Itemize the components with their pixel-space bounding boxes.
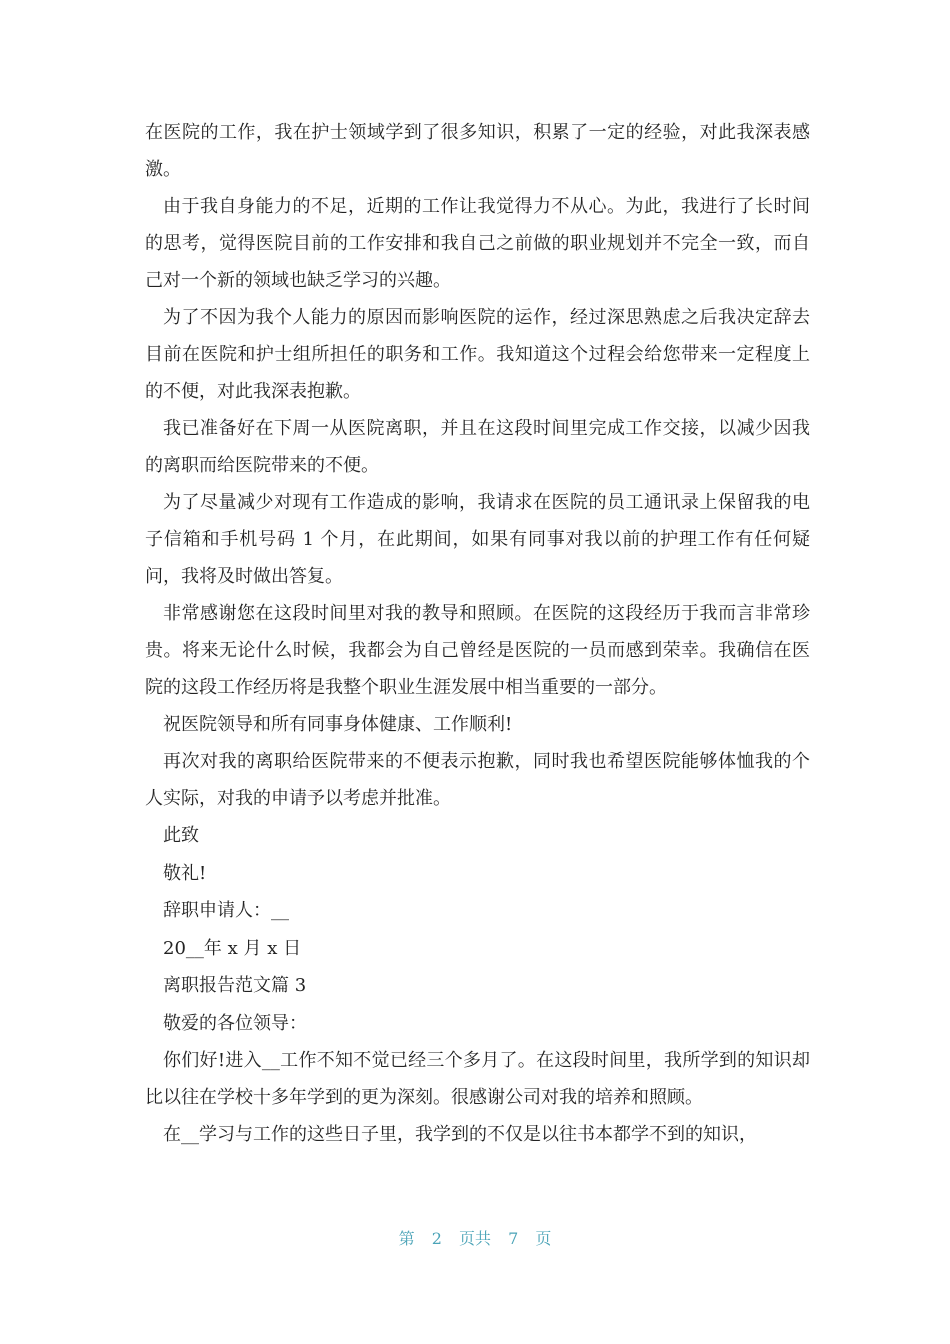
paragraph-3: 为了不因为我个人能力的原因而影响医院的运作，经过深思熟虑之后我决定辞去目前在医院和护士组所担任的职务和工作。我知道这个过程会给您带来一定程度上的不便，对此我深表抱歉。 (145, 307, 810, 402)
document-body (145, 114, 810, 1153)
section-title: 离职报告范文篇 3 (163, 975, 307, 996)
paragraph-5: 为了尽量减少对现有工作造成的影响，我请求在医院的员工通讯录上保留我的电子信箱和手机号码 1 个月，在此期间，如果有同事对我以前的护理工作有任何疑问，我将及时做出答复。 (145, 492, 810, 587)
footer-middle: 页共 (458, 1229, 491, 1248)
footer-prefix: 第 (398, 1229, 415, 1248)
paragraph-4: 我已准备好在下周一从医院离职，并且在这段时间里完成工作交接，以减少因我的离职而给医院带来的不便。 (145, 418, 810, 476)
salute-line: 敬礼! (163, 862, 207, 884)
paragraph-8: 再次对我的离职给医院带来的不便表示抱歉，同时我也希望医院能够体恤我的个人实际，对我的申请予以考虑并批准。 (145, 751, 810, 809)
paragraph-9: 你们好!进入__工作不知不觉已经三个多月了。在这段时间里，我所学到的知识却比以往在学校十多年学到的更为深刻。很感谢公司对我的培养和照顾。 (145, 1050, 810, 1108)
footer-total-pages: 7 (508, 1229, 519, 1248)
footer-page-number: 2 (431, 1229, 442, 1248)
closing-line: 此致 (163, 825, 199, 846)
paragraph-1: 在医院的工作，我在护士领域学到了很多知识，积累了一定的经验，对此我深表感激。 (145, 122, 810, 180)
paragraph-7: 祝医院领导和所有同事身体健康、工作顺利! (163, 714, 513, 735)
paragraph-2: 由于我自身能力的不足，近期的工作让我觉得力不从心。为此，我进行了长时间的思考，觉得医院目前的工作安排和我自己之前做的职业规划并不完全一致，而自己对一个新的领域也缺乏学习的兴趣。 (145, 196, 810, 291)
paragraph-10: 在__学习与工作的这些日子里，我学到的不仅是以往书本都学不到的知识， (163, 1124, 757, 1145)
footer-suffix: 页 (535, 1229, 552, 1248)
greeting-line: 敬爱的各位领导： (163, 1012, 307, 1034)
applicant-line: 辞职申请人：__ (163, 900, 289, 921)
paragraph-6: 非常感谢您在这段时间里对我的教导和照顾。在医院的这段经历于我而言非常珍贵。将来无论什么时候，我都会为自己曾经是医院的一员而感到荣幸。我确信在医院的这段工作经历将是我整个职业生涯发展中相当重要的一部分。 (145, 603, 810, 698)
date-line: 20__年 x 月 x 日 (163, 937, 302, 959)
page-footer (0, 1226, 950, 1249)
